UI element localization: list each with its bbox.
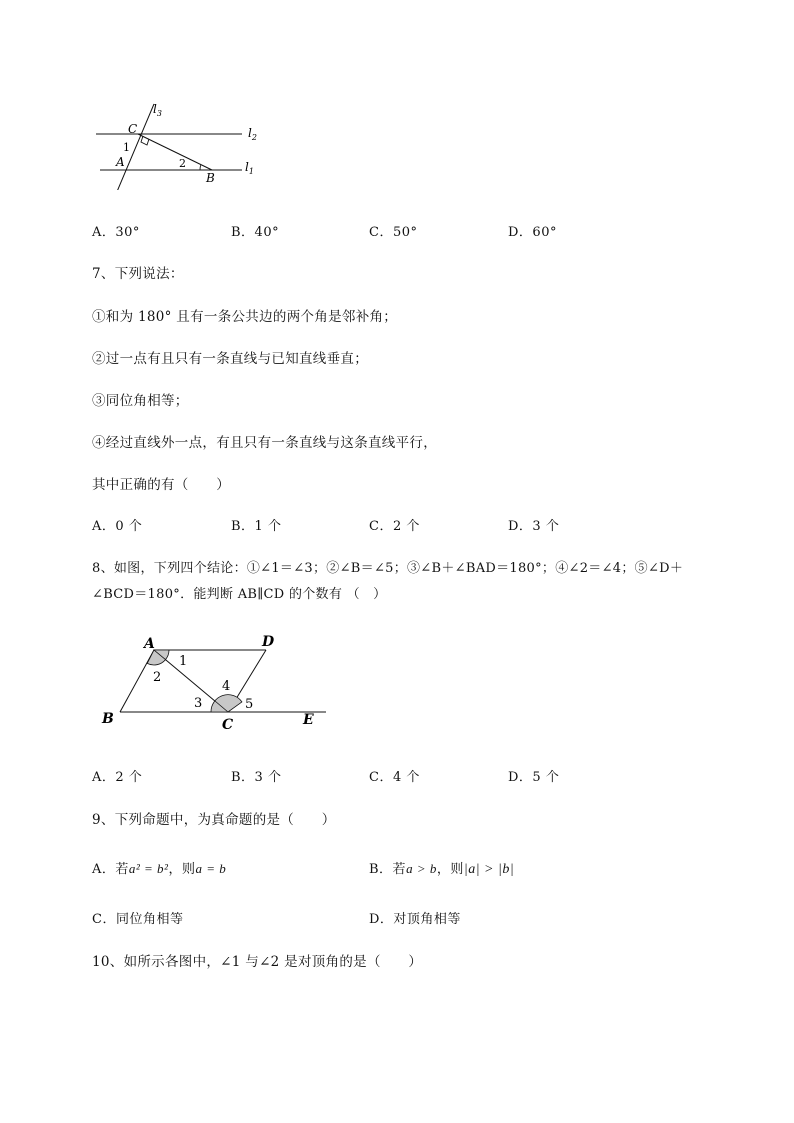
q8-option-d[interactable]: D．5 个	[508, 770, 560, 785]
q8-stem-line-2: ∠BCD＝180°．能判断 AB∥CD 的个数有 （ ）	[92, 587, 387, 602]
q8-stem-line-1: 8、如图，下列四个结论：①∠1＝∠3；②∠B＝∠5；③∠B＋∠BAD＝180°；④∠2＝∠4；⑤∠D＋	[92, 561, 684, 576]
label-C: C	[222, 717, 234, 733]
label-angle-2: 2	[153, 670, 162, 685]
label-B: B	[206, 171, 215, 185]
label-angle-4: 4	[222, 679, 231, 694]
angle-C-shade	[211, 695, 242, 712]
q9-option-a-mid: ，则	[168, 862, 196, 877]
figure-parallel-lines-1	[90, 98, 270, 190]
q9-option-a-math2: a = b	[195, 861, 227, 876]
label-angle-3: 3	[194, 696, 203, 711]
q7-statement-4: ④经过直线外一点，有且只有一条直线与这条直线平行，	[92, 435, 437, 451]
label-l2: $l_2$	[248, 126, 257, 142]
angle-2-arc	[200, 165, 201, 171]
q9-option-c[interactable]: C．同位角相等	[92, 912, 184, 927]
q7-statement-3: ③同位角相等；	[92, 393, 189, 409]
q7-statement-2: ②过一点有且只有一条直线与已知直线垂直；	[92, 351, 368, 367]
label-l3: $l_3$	[153, 102, 162, 118]
q8-option-c[interactable]: C．4 个	[369, 770, 420, 785]
q7-statement-1: ①和为 180° 且有一条公共边的两个角是邻补角；	[92, 309, 398, 325]
q9-option-a[interactable]	[92, 858, 226, 877]
angle-A-shade	[147, 650, 169, 665]
q6-option-d[interactable]: D．60°	[508, 225, 557, 240]
q7-question: 其中正确的有（ ）	[92, 477, 230, 493]
q9-option-a-prefix: A．若	[92, 862, 129, 877]
q9-option-d[interactable]: D．对顶角相等	[369, 912, 461, 927]
q9-option-b-math2: |a| > |b|	[463, 862, 515, 877]
q7-option-b[interactable]: B．1 个	[231, 519, 282, 534]
q6-option-c[interactable]: C．50°	[369, 225, 418, 240]
label-A: A	[116, 155, 125, 169]
label-angle-2: 2	[179, 157, 186, 170]
q6-option-a[interactable]: A．30°	[92, 225, 140, 240]
q7-stem: 7、下列说法：	[92, 266, 184, 282]
q9-option-b-prefix: B．若	[369, 862, 407, 877]
q7-option-d[interactable]: D．3 个	[508, 519, 560, 534]
q9-option-b-math: a > b	[406, 861, 437, 876]
label-E: E	[303, 712, 314, 728]
label-B: B	[102, 711, 114, 727]
q7-option-a[interactable]: A．0 个	[92, 519, 143, 534]
figure-parallelogram	[96, 628, 336, 734]
q9-option-b[interactable]	[369, 858, 514, 878]
label-D: D	[262, 634, 275, 650]
q8-option-a[interactable]: A．2 个	[92, 770, 143, 785]
label-angle-1: 1	[179, 654, 188, 669]
q9-stem: 9、下列命题中，为真命题的是（ ）	[92, 812, 336, 828]
q7-option-c[interactable]: C．2 个	[369, 519, 420, 534]
q9-option-b-mid: ，则	[436, 862, 464, 877]
label-A: A	[144, 636, 155, 652]
line-l3	[116, 104, 154, 190]
q6-option-b[interactable]: B．40°	[231, 225, 280, 240]
label-l1: $l_1$	[245, 160, 254, 176]
label-angle-1: 1	[123, 141, 130, 154]
label-C: C	[128, 122, 138, 136]
q9-option-a-math: a² = b²	[128, 861, 169, 876]
q10-stem: 10、如所示各图中，∠1 与∠2 是对顶角的是（ ）	[92, 954, 423, 970]
q8-option-b[interactable]: B．3 个	[231, 770, 282, 785]
label-angle-5: 5	[245, 697, 254, 712]
